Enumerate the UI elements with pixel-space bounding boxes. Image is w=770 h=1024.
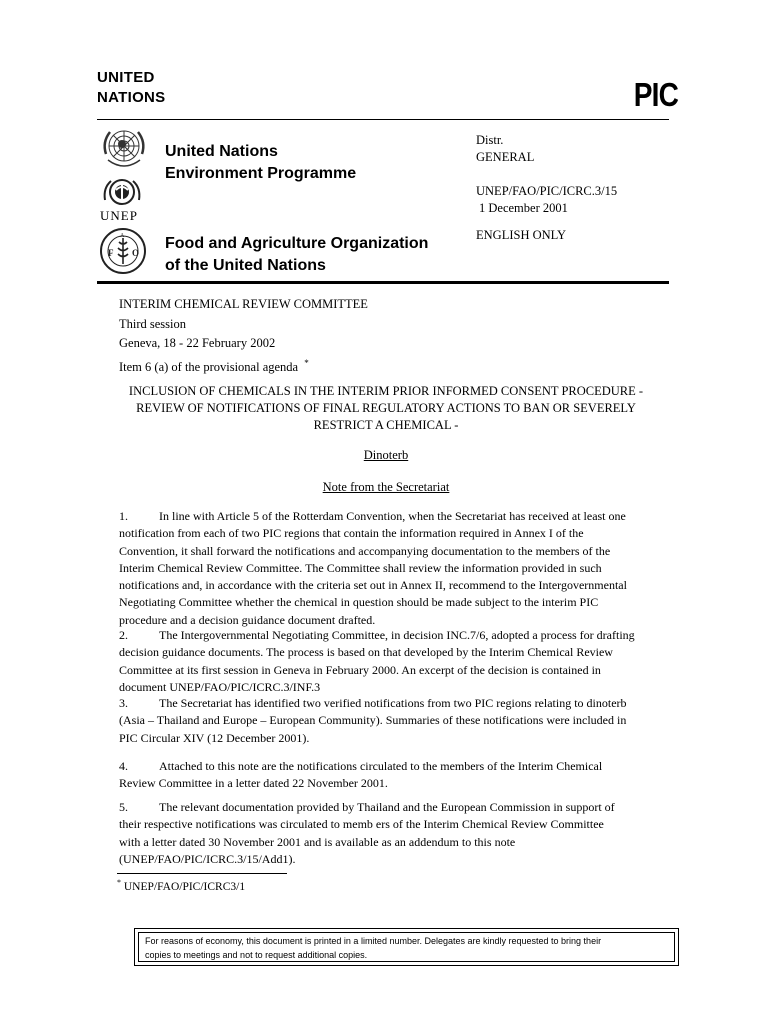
- un-line-1: UNITED: [97, 69, 155, 86]
- title-line-3: RESTRICT A CHEMICAL -: [313, 418, 459, 432]
- paragraph-line: procedure and a decision guidance document drafted.: [119, 612, 376, 627]
- agenda-item: [119, 354, 368, 378]
- paragraph-line: notifications and, in accordance with the criteria set out in Annex II, recommend to the Intergovernmental: [119, 578, 627, 593]
- paragraph-line: Committee at its first session in Geneva in February 2000. An excerpt of the decision is contained in: [119, 662, 601, 677]
- document-title: [100, 383, 672, 434]
- un-emblem-icon: [98, 124, 150, 174]
- language-note: ENGLISH ONLY: [476, 228, 567, 242]
- paragraph-number: 5.: [119, 800, 128, 814]
- paragraph-line: The Secretariat has identified two verified notifications from two PIC regions relating to dinoterb: [159, 696, 627, 710]
- un-header: [97, 68, 166, 108]
- paragraph-line: Review Committee in a letter dated 22 November 2001.: [119, 776, 388, 791]
- paragraph-line: (UNEP/FAO/PIC/ICRC.3/15/Add1).: [119, 851, 296, 866]
- paragraph-line: Negotiating Committee whether the chemical in question should be made subject to the interim PIC: [119, 595, 599, 610]
- title-line-2: REVIEW OF NOTIFICATIONS OF FINAL REGULATORY ACTIONS TO BAN OR SEVERELY: [136, 401, 636, 415]
- paragraph-line: The relevant documentation provided by Thailand and the European Commission in support of: [159, 800, 615, 814]
- chemical-name: Dinoterb: [363, 448, 409, 462]
- distr-label: Distr.: [476, 133, 504, 147]
- paragraph-line: document UNEP/FAO/PIC/ICRC.3/INF.3: [119, 679, 321, 694]
- unep-logo-icon: [99, 178, 145, 208]
- header-rule: [97, 119, 669, 120]
- paragraph-line: In line with Article 5 of the Rotterdam Convention, when the Secretariat has received at least one: [159, 509, 626, 523]
- paragraph-number: 3.: [119, 696, 128, 710]
- paragraph-line: The Intergovernmental Negotiating Committee, in decision INC.7/6, adopted a process for drafting: [159, 628, 635, 642]
- paragraph-line: notification from each of two PIC regions that contain the information required in Annex I of the: [119, 526, 584, 541]
- paragraph-line: Convention, it shall forward the notifications and accompanying documentation to the members of the: [119, 543, 611, 558]
- unep-name-line-1: United Nations: [165, 143, 278, 160]
- unep-logo-text: UNEP: [100, 208, 138, 223]
- fao-name-line-2: of the United Nations: [165, 257, 326, 274]
- svg-text:A: A: [120, 233, 125, 239]
- paragraph-number: 1.: [119, 509, 128, 523]
- place-date: Geneva, 18 - 22 February 2002: [119, 336, 276, 350]
- footnote-mark: *: [117, 878, 121, 887]
- footnote-rule: [117, 873, 287, 874]
- note-heading: Note from the Secretariat: [322, 480, 450, 494]
- footnote-reference: *: [304, 357, 309, 368]
- economy-notice-text: [145, 934, 670, 962]
- session: Third session: [119, 316, 187, 331]
- notice-line-1: For reasons of economy, this document is printed in a limited number. Delegates are kindly requested to bring their: [145, 936, 602, 946]
- paragraph-line: (Asia – Thailand and Europe – European Community). Summaries of these notifications were included in: [119, 713, 627, 728]
- header-thick-rule: [97, 281, 669, 284]
- paragraph-2: [119, 627, 639, 696]
- meeting-info: [119, 295, 368, 377]
- paragraph-line: Interim Chemical Review Committee. The Committee shall review the information provided in such: [119, 560, 602, 575]
- paragraph-line: their respective notifications was circulated to memb ers of the Interim Chemical Review Committee: [119, 817, 604, 832]
- document-symbol-block: [476, 183, 617, 217]
- fao-name-line-1: Food and Agriculture Organization: [165, 235, 429, 252]
- un-line-2: NATIONS: [97, 89, 166, 106]
- agenda-item-text: Item 6 (a) of the provisional agenda: [119, 359, 299, 374]
- paragraph-number: 2.: [119, 628, 128, 642]
- notice-line-2: copies to meetings and not to request additional copies.: [145, 950, 368, 960]
- committee-name: INTERIM CHEMICAL REVIEW COMMITTEE: [119, 297, 368, 311]
- document-symbol: UNEP/FAO/PIC/ICRC.3/15: [476, 184, 618, 198]
- svg-text:F: F: [108, 248, 114, 258]
- paragraph-line: decision guidance documents. The process is based on that developed by the Interim Chemical Review: [119, 645, 613, 660]
- economy-notice-box: [134, 928, 679, 966]
- distr-general: GENERAL: [476, 150, 535, 164]
- paragraph-3: [119, 695, 639, 747]
- paragraph-line: Attached to this note are the notifications circulated to the members of the Interim Chemical: [159, 759, 603, 773]
- footnote-text: UNEP/FAO/PIC/ICRC3/1: [123, 880, 246, 893]
- svg-text:O: O: [132, 248, 140, 258]
- distribution-block: [476, 132, 534, 166]
- fao-emblem-icon: [98, 226, 148, 276]
- paragraph-1: [119, 508, 639, 629]
- unep-name: [165, 141, 356, 185]
- fao-name: [165, 233, 428, 277]
- paragraph-line: with a letter dated 30 November 2001 and is available as an addendum to this note: [119, 834, 516, 849]
- document-date: 1 December 2001: [479, 201, 568, 215]
- pic-label: PIC: [633, 76, 678, 113]
- unep-name-line-2: Environment Programme: [165, 165, 357, 182]
- paragraph-4: [119, 758, 639, 793]
- paragraph-5: [119, 799, 639, 868]
- paragraph-line: PIC Circular XIV (12 December 2001).: [119, 730, 310, 745]
- footnote: [117, 878, 245, 893]
- paragraph-number: 4.: [119, 759, 128, 773]
- title-line-1: INCLUSION OF CHEMICALS IN THE INTERIM PRIOR INFORMED CONSENT PROCEDURE -: [128, 384, 644, 398]
